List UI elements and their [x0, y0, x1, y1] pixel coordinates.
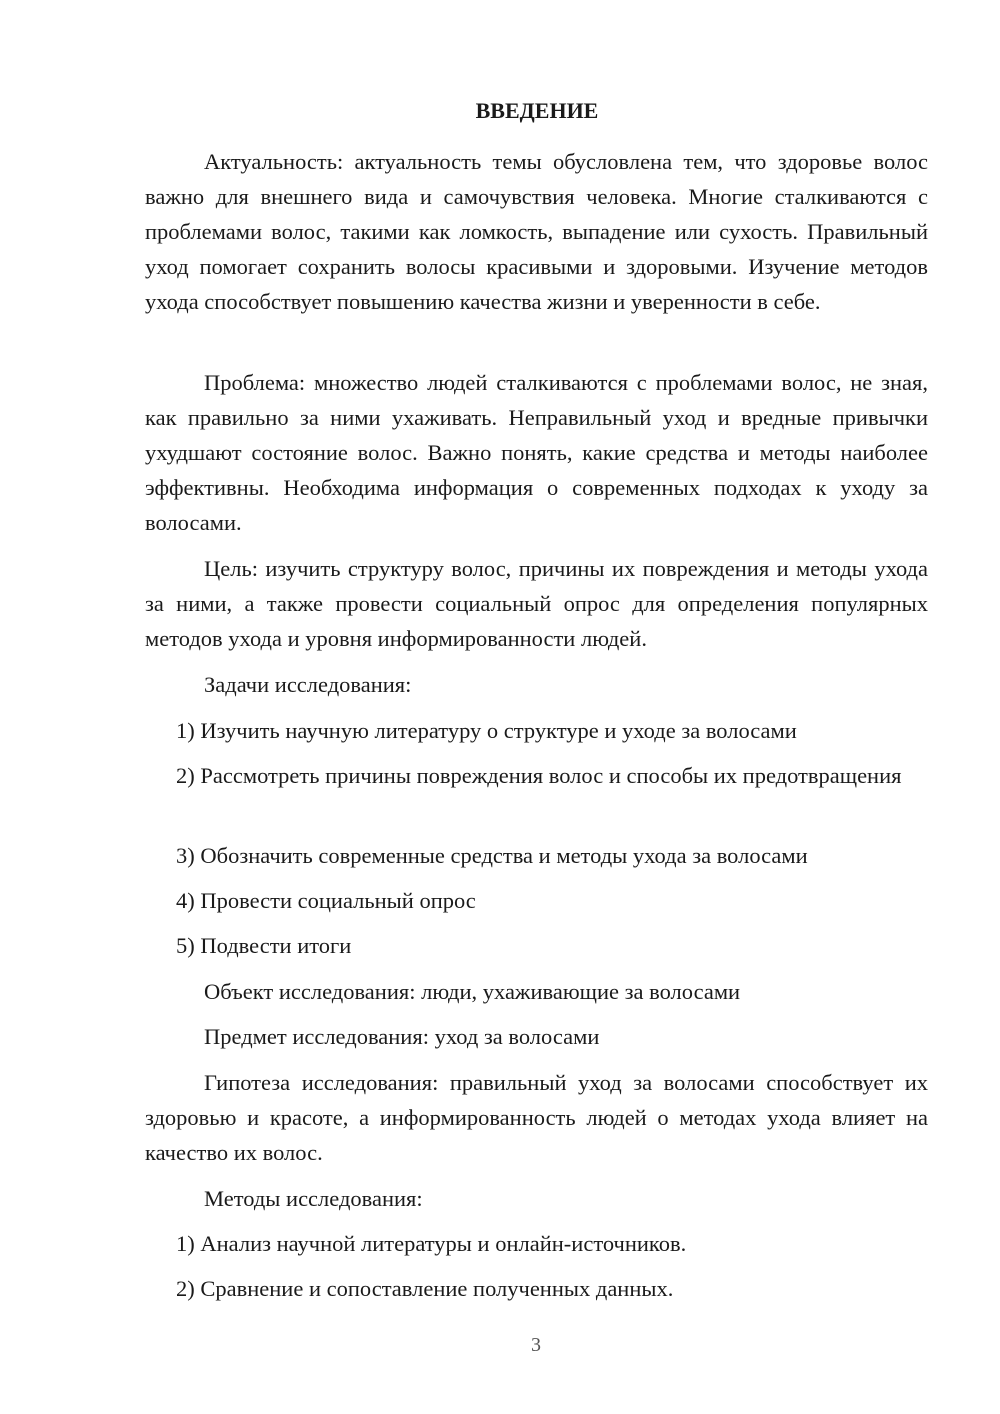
research-hypothesis: Гипотеза исследования: правильный уход за волосами способствует их здоровью и красоте, а информированность людей о методах ухода влияет на качество их волос. [145, 1070, 928, 1165]
task-item: 3) Обозначить современные средства и методы ухода за волосами [176, 843, 808, 868]
tasks-heading-block [145, 667, 928, 702]
task-item-1-block [145, 713, 928, 748]
tasks-heading: Задачи исследования: [204, 672, 412, 697]
method-item: 1) Анализ научной литературы и онлайн-источников. [176, 1231, 687, 1256]
method-item-2-block [145, 1271, 928, 1306]
task-item: 1) Изучить научную литературу о структуре и уходе за волосами [176, 718, 797, 743]
task-item-5-block [145, 928, 928, 963]
page-title: ВВЕДЕНИЕ [475, 98, 599, 123]
method-item: 2) Сравнение и сопоставление полученных данных. [176, 1276, 674, 1301]
subject-block [145, 1019, 928, 1054]
task-item: 5) Подвести итоги [176, 933, 352, 958]
goal-paragraph: Цель: изучить структуру волос, причины их повреждения и методы ухода за ними, а также провести социальный опрос для определения популярных методов ухода и уровня информированности людей. [145, 556, 928, 651]
problem-paragraph: Проблема: множество людей сталкиваются с проблемами волос, не зная, как правильно за ними ухаживать. Неправильный уход и вредные привычки ухудшают состояние волос. Важно понять, какие средства и методы наиболее эффективны. Необходима информация о современных подходах к уходу за волосами. [145, 370, 928, 535]
method-item-1-block [145, 1226, 928, 1261]
research-subject: Предмет исследования: уход за волосами [204, 1024, 600, 1049]
goal-block [145, 551, 928, 656]
task-item: 2) Рассмотреть причины повреждения волос и способы их предотвращения [176, 763, 902, 788]
task-item: 4) Провести социальный опрос [176, 888, 476, 913]
task-item-4-block [145, 883, 928, 918]
research-object: Объект исследования: люди, ухаживающие за волосами [204, 979, 741, 1004]
relevance-block [145, 144, 928, 319]
page-number: 3 [531, 1334, 541, 1356]
problem-block [145, 365, 928, 540]
task-item-2-block [145, 758, 928, 793]
methods-heading-block [145, 1181, 928, 1216]
object-block [145, 974, 928, 1009]
hypothesis-block [145, 1065, 928, 1170]
methods-heading: Методы исследования: [204, 1186, 423, 1211]
relevance-paragraph: Актуальность: актуальность темы обусловлена тем, что здоровье волос важно для внешнего вида и самочувствия человека. Многие сталкиваются с проблемами волос, такими как ломкость, выпадение или сухость. Правильный уход помогает сохранить волосы красивыми и здоровыми. Изучение методов ухода способствует повышению качества жизни и уверенности в себе. [145, 149, 928, 314]
task-item-3-block [145, 838, 928, 873]
